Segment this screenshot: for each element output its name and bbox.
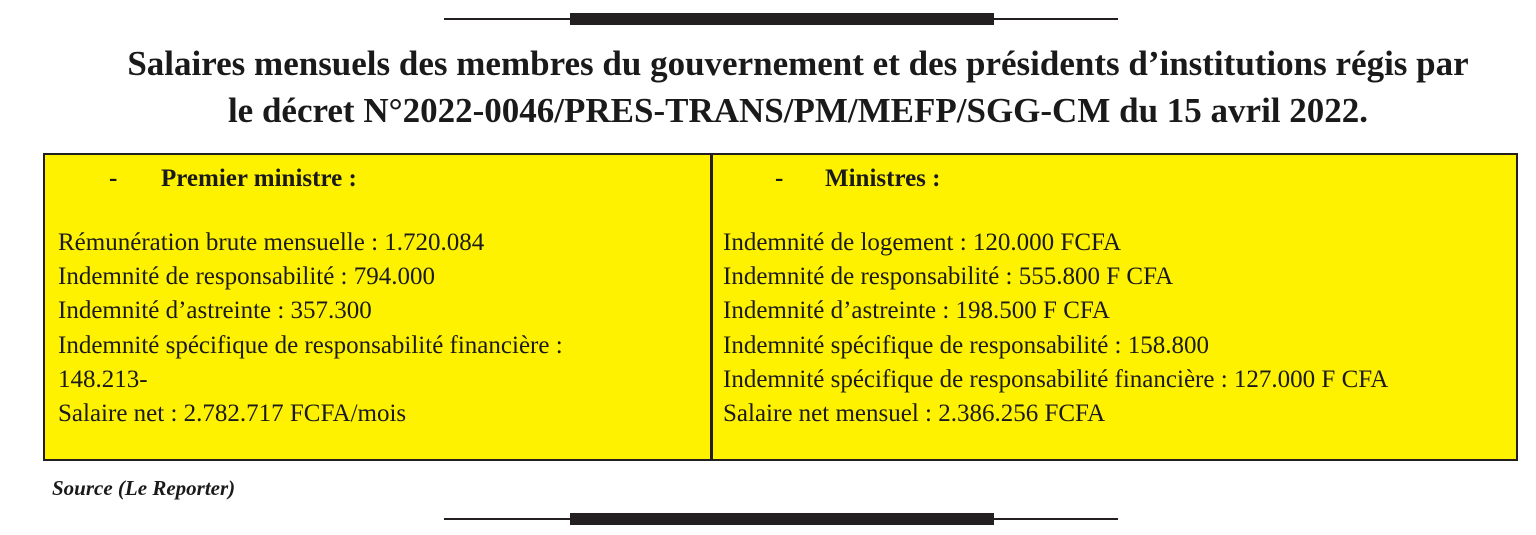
list-item: Indemnité de responsabilité : 555.800 F CFA [723,263,1174,291]
title-line-2: le décret N°2022-0046/PRES-TRANS/PM/MEFP/SGG-CM du 15 avril 2022. [227,91,1369,130]
bottom-decorative-rule [444,513,1118,525]
list-item: Indemnité spécifique de responsabilité financière : [58,331,563,359]
list-item: Indemnité spécifique de responsabilité financière : 127.000 F CFA [723,365,1389,393]
heading-bullet: - [109,165,118,192]
bottom-rule-thick-bar [570,513,994,525]
list-item: Rémunération brute mensuelle : 1.720.084 [58,229,485,256]
list-item: Indemnité d’astreinte : 198.500 F CFA [723,297,1110,325]
salary-table-box [43,153,1518,461]
ministers-heading [775,164,941,194]
heading-bullet: - [775,165,784,192]
prime-minister-column [45,155,713,459]
list-item: Indemnité d’astreinte : 357.300 [58,297,372,325]
title-line-1: Salaires mensuels des membres du gouvernement et des présidents d’institutions régis par [127,44,1469,83]
list-item: Indemnité spécifique de responsabilité : 158.800 [723,331,1209,359]
prime-minister-heading [109,164,357,194]
ministers-column [713,155,1516,459]
heading-text: Ministres : [825,165,941,192]
list-item: Indemnité de responsabilité : 794.000 [58,263,436,291]
list-item: Indemnité de logement : 120.000 FCFA [723,229,1122,256]
article-title [60,40,1536,134]
list-item: Salaire net : 2.782.717 FCFA/mois [58,400,407,428]
heading-text: Premier ministre : [161,165,357,192]
ministers-lines [723,226,1388,431]
list-item: 148.213- [58,365,148,393]
source-credit: Source (Le Reporter) [52,476,236,500]
top-rule-thick-bar [570,13,994,25]
list-item: Salaire net mensuel : 2.386.256 FCFA [723,400,1106,428]
prime-minister-lines [58,226,563,431]
top-decorative-rule [444,13,1118,25]
